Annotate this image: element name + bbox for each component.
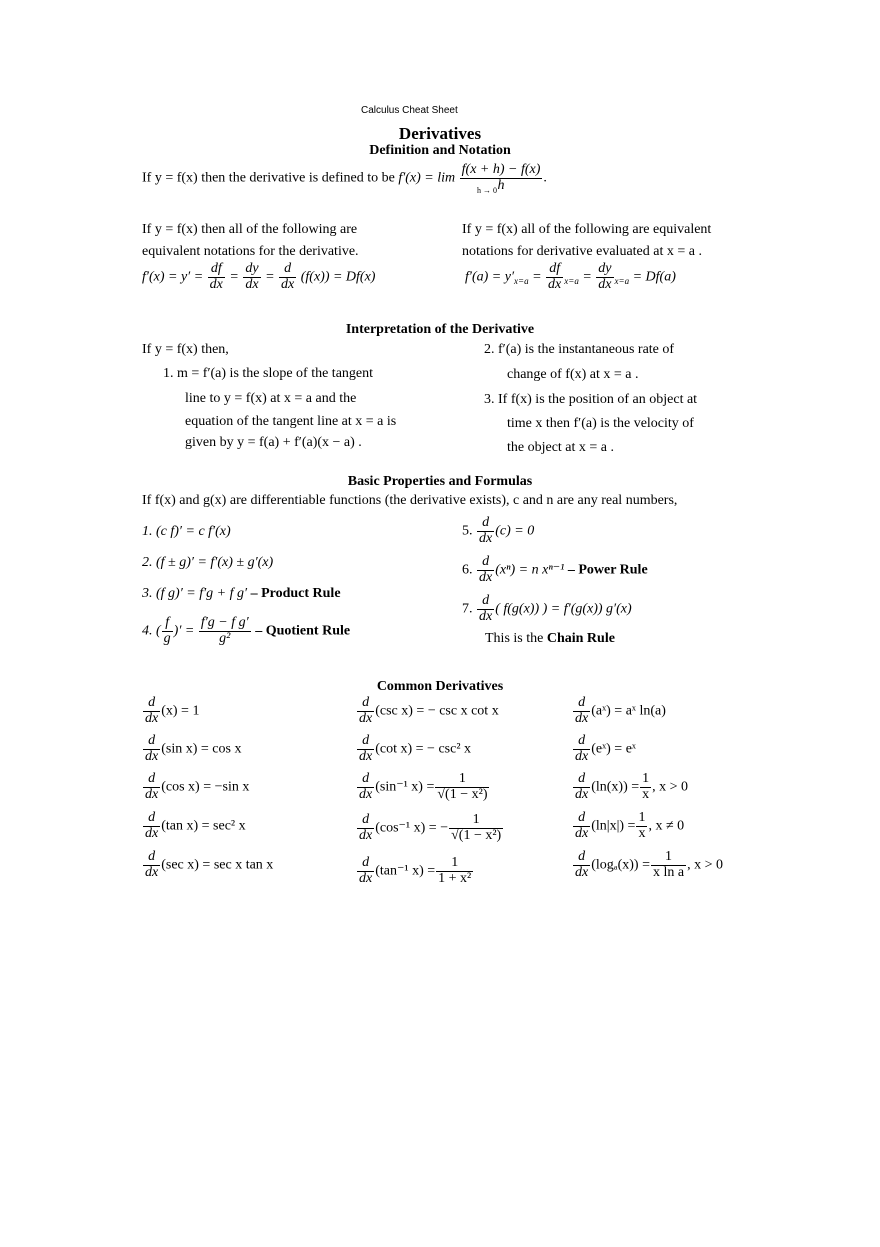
common-col1-row3 [142,772,249,802]
frac-num: 1 [638,810,646,825]
d-dx [143,772,160,802]
frac-num: d [573,696,590,712]
frac-den: dx [548,276,562,292]
interpretation-item3-line2: time x then f′(a) is the velocity of [507,416,694,431]
common-col1-row5 [142,850,273,880]
f-over-g [162,616,173,646]
frac-den: dx [575,825,589,841]
frac-den: dx [145,825,159,841]
expr: (sin⁻¹ x) = [375,779,435,795]
frac-den: dx [145,748,159,764]
expr: (cot x) = − csc² x [375,741,472,757]
property-6-number: 6. [462,562,473,578]
rhs-fraction [636,811,647,841]
frac-den: g [163,630,171,646]
d-dx [143,811,160,841]
sheet-header: Calculus Cheat Sheet [361,105,458,116]
expr: (csc x) = − csc x cot x [375,703,499,719]
frac-den: dx [575,786,589,802]
expr: (eˣ) = eˣ [591,741,636,757]
notation-dy-fraction [243,262,260,292]
common-col3-row2 [572,734,636,764]
property-7-number: 7. [462,601,473,617]
d-dx [573,811,590,841]
frac-num: d [357,772,374,788]
definition-lead: If y = f(x) then the derivative is defined to be [142,170,395,186]
definition-denominator: h [497,177,505,193]
property-6-expr: (xⁿ) = n xⁿ⁻¹ [495,562,565,578]
rhs-fraction [435,772,489,802]
property-7 [462,594,632,624]
d-dx [573,850,590,880]
interpretation-intro: If y = f(x) then, [142,342,229,357]
condition: , x ≠ 0 [648,818,685,834]
definition-period: . [543,170,547,186]
common-col2-row2 [356,734,471,764]
notation-right-equation [465,262,676,292]
frac-num: d [143,772,160,788]
chain-rule-text: This is the [485,631,547,646]
condition: , x > 0 [687,857,723,873]
section-title-common: Common Derivatives [376,679,504,694]
expr: (cos⁻¹ x) = − [375,820,449,836]
section-title-definition: Definition and Notation [369,143,511,158]
rhs-fraction [640,772,651,802]
definition-numerator: f(x + h) − f(x) [461,162,541,177]
property-5-expr: (c) = 0 [495,523,535,539]
frac-den: dx [209,276,223,292]
rhs-fraction [449,813,503,843]
frac-den: dx [575,864,589,880]
frac-num: d [357,734,374,750]
common-col3-row4 [572,811,684,841]
definition-fraction [460,163,543,193]
d-dx [477,594,494,624]
quotient-open: 4. ( [142,623,161,639]
rhs-fraction [651,850,686,880]
d-dx [477,516,494,546]
frac-num: dy [245,261,259,276]
d-dx [357,856,374,886]
frac-num: d [357,696,374,712]
eval-subscript: x=a [564,276,579,287]
frac-num: d [477,516,494,532]
frac-den: 1 + x² [438,870,472,886]
frac-num: d [477,555,494,571]
frac-num: d [357,813,374,829]
product-rule-label: – Product Rule [250,586,341,601]
notation-right-line2: notations for derivative evaluated at x = a . [462,244,702,259]
frac-num: 1 [651,850,686,866]
frac-den: dx [145,864,159,880]
d-dx [573,696,590,726]
notation-right-df-fraction [546,262,563,292]
expr: (tan⁻¹ x) = [375,863,436,879]
frac-den: dx [281,276,295,292]
frac-den: dx [145,786,159,802]
equals-sign: = [532,269,542,285]
common-col2-row5 [356,856,474,886]
common-col3-row1 [572,696,666,726]
frac-den: dx [479,569,493,585]
frac-num: d [573,850,590,866]
interpretation-item1-line2: line to y = f(x) at x = a and the [185,391,357,406]
frac-den: x [638,825,646,841]
quotient-fraction [199,616,251,646]
expr: (logₐ(x)) = [591,857,650,873]
notation-right-line1: If y = f(x) all of the following are equivalent [462,222,712,237]
frac-num: d [143,696,160,712]
d-dx [573,734,590,764]
property-1: 1. (c f)′ = c f′(x) [142,524,231,539]
product-rule-expr: 3. (f g)′ = f′g + f g′ [142,586,248,601]
expr: (cos x) = −sin x [161,779,250,795]
section-title-interpretation: Interpretation of the Derivative [345,322,535,337]
property-4 [142,616,350,646]
property-6 [462,555,648,585]
frac-num: 1 [449,813,503,829]
common-col2-row1 [356,696,499,726]
chain-rule-label: Chain Rule [546,631,615,646]
frac-den: dx [245,276,259,292]
frac-den: x ln a [652,864,685,880]
expr: (ln(x)) = [591,779,640,795]
eval-subscript: x=a [514,276,529,287]
d-dx [143,696,160,726]
d-dx [573,772,590,802]
notation-left-part1: f′(x) = y′ = [142,269,204,285]
limit-subscript: h → 0 [477,186,497,195]
common-col1-row4 [142,811,246,841]
frac-num: d [573,734,590,750]
frac-num: d [477,594,494,610]
frac-num: d [143,811,160,827]
d-dx [357,734,374,764]
interpretation-item3-line3: the object at x = a . [507,440,615,455]
interpretation-item3-line1: 3. If f(x) is the position of an object at [484,392,698,407]
frac-den: dx [575,748,589,764]
frac-den: dx [359,870,373,886]
notation-left-line1: If y = f(x) then all of the following are [142,222,358,237]
quotient-rule-label: – Quotient Rule [255,623,351,639]
property-5 [462,516,534,546]
notation-left-equation [142,262,375,292]
expr: (sec x) = sec x tan x [161,857,274,873]
notation-left-line2: equivalent notations for the derivative. [142,244,359,259]
common-col3-row5 [572,850,723,880]
frac-den: dx [359,710,373,726]
equals-sign: = [229,269,239,285]
interpretation-item2-line2: change of f(x) at x = a . [507,367,639,382]
property-3 [142,586,341,602]
frac-num: d [143,734,160,750]
expr: (ln|x|) = [591,818,636,834]
d-dx [357,696,374,726]
rhs-fraction [436,856,473,886]
interpretation-item1-line1: 1. m = f′(a) is the slope of the tangent [163,366,374,381]
expr: (aˣ) = aˣ ln(a) [591,703,666,719]
frac-num: 1 [435,772,489,788]
frac-den: dx [575,710,589,726]
frac-den: √(1 − x²) [451,827,502,843]
d-dx [477,555,494,585]
eval-subscript: x=a [614,276,630,287]
notation-d-fraction [279,262,296,292]
interpretation-item1-line4: given by y = f(a) + f′(a)(x − a) . [185,435,362,450]
expr: (tan x) = sec² x [161,818,246,834]
frac-den: dx [479,608,493,624]
property-7-expr: ( f(g(x)) ) = f′(g(x)) g′(x) [495,601,632,617]
frac-den: dx [598,276,612,292]
frac-num: df [208,262,225,278]
frac-num: d [357,856,374,872]
equals-sign: = [582,269,592,285]
notation-right-part4: = Df(a) [632,269,676,285]
condition: , x > 0 [652,779,689,795]
frac-num: dy [598,261,612,276]
common-col2-row4 [356,813,504,843]
frac-num: f′g − f g′ [200,615,249,630]
frac-den: dx [145,710,159,726]
frac-num: f [162,616,173,632]
d-dx [357,772,374,802]
frac-den: g² [219,630,231,646]
chain-rule-note [485,631,615,647]
frac-den: dx [359,748,373,764]
frac-den: √(1 − x²) [437,786,488,802]
d-dx [143,850,160,880]
frac-den: dx [359,786,373,802]
property-2: 2. (f ± g)′ = f′(x) ± g′(x) [142,555,274,570]
definition-lhs: f′(x) = lim [398,170,456,186]
frac-num: 1 [642,771,650,786]
interpretation-item1-line3: equation of the tangent line at x = a is [185,414,397,429]
expr: (sin x) = cos x [161,741,242,757]
d-dx [357,813,374,843]
frac-num: d [573,772,590,788]
common-col2-row3 [356,772,490,802]
expr: (x) = 1 [161,703,200,719]
equals-sign: = [265,269,275,285]
common-col3-row3 [572,772,688,802]
properties-intro: If f(x) and g(x) are differentiable functions (the derivative exists), c and n are any real numbers, [142,493,678,508]
property-5-number: 5. [462,523,473,539]
notation-right-part1: f′(a) = y′ [465,269,514,285]
d-dx [143,734,160,764]
frac-den: dx [479,530,493,546]
frac-num: 1 [436,856,473,872]
notation-left-part4: (f(x)) = Df(x) [300,269,376,285]
frac-den: x [642,786,650,802]
section-title-properties: Basic Properties and Formulas [347,474,533,489]
frac-den: dx [359,827,373,843]
common-col1-row2 [142,734,241,764]
interpretation-item2-line1: 2. f′(a) is the instantaneous rate of [484,342,675,357]
notation-df-fraction [208,262,225,292]
page-title: Derivatives [398,124,482,143]
common-col1-row1 [142,696,199,726]
frac-num: d [573,811,590,827]
notation-right-dy-fraction [596,262,613,292]
frac-num: df [546,262,563,278]
power-rule-label: – Power Rule [567,562,648,578]
frac-num: d [143,850,160,866]
quotient-mid: )′ = [173,623,195,639]
frac-num: d [279,262,296,278]
